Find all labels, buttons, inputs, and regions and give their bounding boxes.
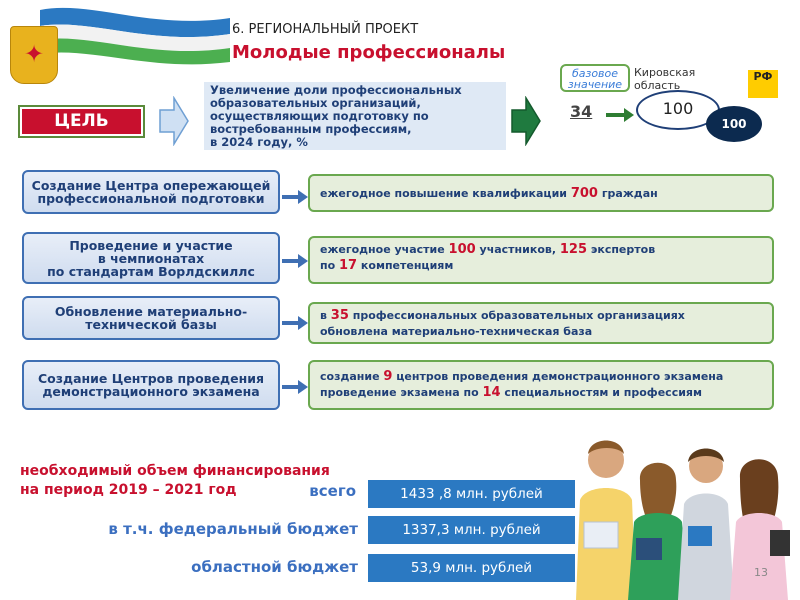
region-target-value: 100 (636, 90, 720, 130)
arrow-right-icon (606, 108, 634, 122)
financing-regional-label: областной бюджет (191, 558, 358, 576)
region-label: Кировская область (634, 66, 696, 92)
arrow-right-icon (282, 190, 308, 204)
arrow-right-icon (282, 380, 308, 394)
activity-box: Обновление материально- технической базы (22, 296, 280, 340)
financing-federal-label: в т.ч. федеральный бюджет (108, 520, 358, 538)
financing-federal-value: 1337,3 млн. рублей (368, 516, 575, 544)
financing-title: необходимый объем финансирования на период 2019 – 2021 год (20, 463, 330, 498)
activity-box: Создание Центров проведения демонстрационного экзамена (22, 360, 280, 410)
arrow-right-icon (282, 254, 308, 268)
project-subtitle: 6. РЕГИОНАЛЬНЫЙ ПРОЕКТ (232, 22, 419, 37)
result-box: ежегодное участие 100 участников, 125 экспертов по 17 компетенциям (308, 236, 774, 284)
financing-regional-value: 53,9 млн. рублей (368, 554, 575, 582)
coat-of-arms-icon: ✦ (10, 26, 58, 84)
arrow-right-icon (282, 316, 308, 330)
goal-label: ЦЕЛЬ (18, 105, 145, 138)
result-box: ежегодное повышение квалификации 700 граждан (308, 174, 774, 212)
activity-box: Создание Центра опережающей профессиональной подготовки (22, 170, 280, 214)
page-number: 13 (754, 566, 768, 579)
base-value-label: базовое значение (560, 64, 630, 92)
base-value: 34 (570, 102, 593, 121)
rf-target-value: 100 (706, 106, 762, 142)
financing-total-label: всего (309, 482, 356, 500)
arrow-right-icon (158, 96, 190, 146)
result-box: создание 9 центров проведения демонстрационного экзамена проведение экзамена по 14 специальностям и профессиям (308, 360, 774, 410)
financing-total-value: 1433 ,8 млн. рублей (368, 480, 575, 508)
activity-box: Проведение и участие в чемпионатах по стандартам Ворлдскиллс (22, 232, 280, 284)
arrow-right-icon (510, 96, 542, 146)
goal-description: Увеличение доли профессиональных образовательных организаций, осуществляющих подготовку по востребованным профессиям, в 2024 году, % (204, 82, 506, 150)
project-title: Молодые профессионалы (232, 42, 506, 63)
rf-label: РФ (748, 70, 778, 98)
result-box: в 35 профессиональных образовательных организациях обновлена материально-техническая база (308, 302, 774, 344)
